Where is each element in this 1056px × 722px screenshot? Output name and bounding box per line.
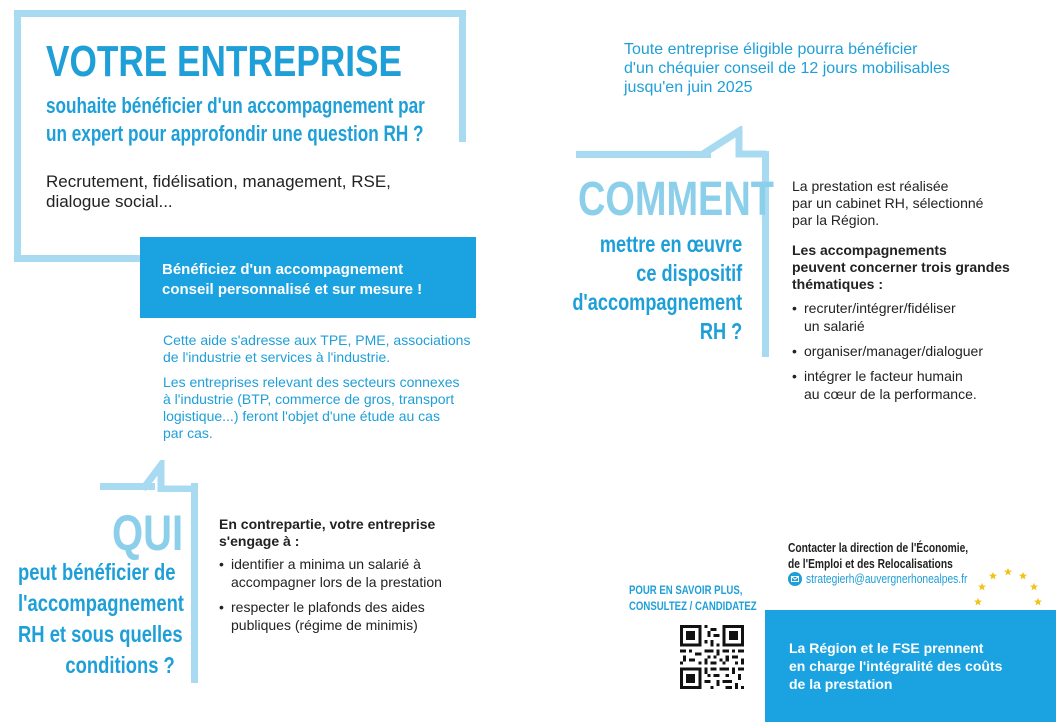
cheque-text: Toute entreprise éligible pourra bénéficier d'un chéquier conseil de 12 jours mobilisables jusqu'en juin 2025 bbox=[624, 41, 950, 96]
email-icon bbox=[788, 572, 802, 586]
qui-title: QUI bbox=[112, 505, 184, 561]
list-item: • respecter le plafonds des aides publiques (régime de minimis) bbox=[219, 598, 442, 634]
list-item: • identifier a minima un salarié à accompagner lors de la prestation bbox=[219, 555, 442, 591]
contact-email[interactable]: strategierh@auvergnerhonealpes.fr bbox=[806, 572, 968, 586]
fse-text: La Région et le FSE prennent en charge l'intégralité des coûts de la prestation bbox=[789, 640, 1003, 692]
qui-conditions bbox=[219, 516, 442, 641]
qui-list bbox=[219, 555, 442, 634]
fse-box bbox=[765, 610, 1056, 722]
eu-star bbox=[974, 598, 982, 606]
contact-heading: Contacter la direction de l'Économie, de l'Emploi et des Relocalisations bbox=[788, 541, 969, 571]
qui-subtitle: peut bénéficier de l'accompagnement RH et sous quelles conditions ? bbox=[18, 559, 184, 678]
list-item: • organiser/manager/dialoguer bbox=[792, 342, 1010, 360]
eu-star bbox=[978, 583, 986, 591]
benefit-text: Bénéficiez d'un accompagnement conseil personnalisé et sur mesure ! bbox=[162, 261, 423, 298]
eligibility-text: Cette aide s'adresse aux TPE, PME, associations de l'industrie et services à l'industrie. Les entreprises relevant des secteurs connexes à l'industrie (BTP, commerce de gros, transport logistique...) feront l'objet d'une étude au cas par cas. bbox=[163, 332, 471, 441]
more-info-label: POUR EN SAVOIR PLUS, CONSULTEZ / CANDIDATEZ bbox=[629, 583, 757, 613]
eu-star bbox=[989, 572, 997, 580]
eu-star bbox=[1030, 583, 1038, 591]
comment-prestation: La prestation est réalisée par un cabinet RH, sélectionné par la Région. bbox=[792, 178, 984, 228]
comment-title: COMMENT bbox=[578, 173, 774, 226]
comment-subtitle: mettre en œuvre ce dispositif d'accompagnement RH ? bbox=[572, 231, 743, 344]
qr-code[interactable] bbox=[680, 625, 744, 689]
votre-title: VOTRE ENTREPRISE bbox=[46, 37, 402, 86]
list-item: • intégrer le facteur humain au cœur de la performance. bbox=[792, 367, 1010, 403]
eu-star bbox=[1034, 598, 1042, 606]
qui-intro: En contrepartie, votre entreprise s'engage à : bbox=[219, 516, 436, 549]
eu-star bbox=[1004, 568, 1012, 576]
votre-topics: Recrutement, fidélisation, management, RSE, dialogue social... bbox=[46, 172, 391, 211]
benefit-box bbox=[140, 237, 476, 318]
votre-subtitle: souhaite bénéficier d'un accompagnement par un expert pour approfondir une question RH ? bbox=[46, 93, 425, 146]
eu-star bbox=[1019, 572, 1027, 580]
comment-list bbox=[792, 299, 1010, 403]
comment-body bbox=[792, 178, 1010, 410]
list-item: • recruter/intégrer/fidéliser un salarié bbox=[792, 299, 1010, 335]
comment-themes: Les accompagnements peuvent concerner trois grandes thématiques : bbox=[792, 242, 1010, 292]
